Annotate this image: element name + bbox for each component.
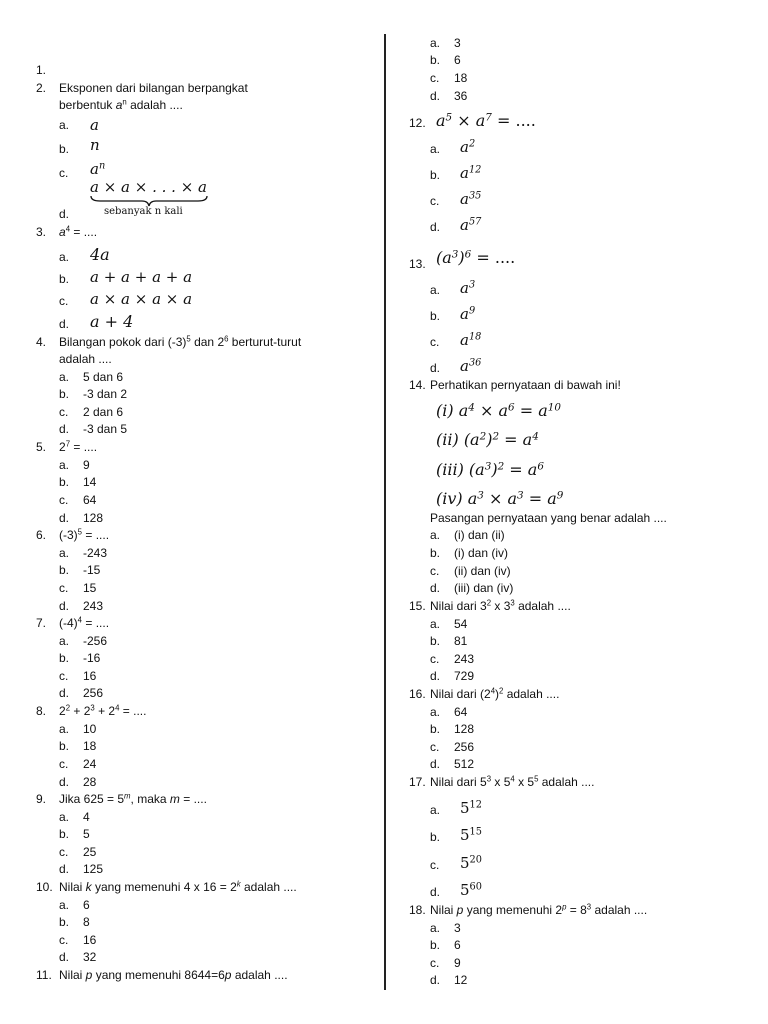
question-14-text: Perhatikan pernyataan di bawah ini! <box>430 378 621 392</box>
q8-option-b-value: 18 <box>83 739 97 753</box>
q14-option-d-label: d. <box>430 581 441 595</box>
q5-option-a-label: a. <box>59 458 70 472</box>
question-14-tail: Pasangan pernyataan yang benar adalah .... <box>430 511 667 525</box>
q17-option-d-label: d. <box>430 885 441 899</box>
q10-option-d-value: 32 <box>83 950 97 964</box>
q6-option-c-value: 15 <box>83 581 97 595</box>
question-11-text: Nilai p yang memenuhi 8644=6p adalah .... <box>59 968 288 982</box>
q18-option-d-value: 12 <box>454 973 468 987</box>
q6-option-b-label: b. <box>59 563 70 577</box>
q18-option-c-label: c. <box>430 956 440 970</box>
q17-option-a-value: $5^{12}$ <box>460 799 482 817</box>
question-7-number: 7. <box>36 616 47 630</box>
q4-option-d-label: d. <box>59 422 70 436</box>
q12-option-d-value: $a^{57}$ <box>460 216 482 234</box>
question-8-number: 8. <box>36 704 47 718</box>
q9-option-c-label: c. <box>59 845 69 859</box>
q15-option-a-label: a. <box>430 617 441 631</box>
q7-option-b-value: -16 <box>83 651 101 665</box>
q3-option-b-value: a + a + a + a <box>90 268 193 286</box>
q7-option-a-label: a. <box>59 634 70 648</box>
q2-option-d-label: d. <box>59 207 70 221</box>
question-18-text: Nilai p yang memenuhi $2^p = 8^3$ adalah .... <box>430 902 648 917</box>
question-2-number: 2. <box>36 81 47 95</box>
q4-option-b-label: b. <box>59 387 70 401</box>
q4-option-a-label: a. <box>59 370 70 384</box>
q2-option-b-value: n <box>90 136 100 154</box>
question-11-number: 11. <box>36 968 52 982</box>
q10-option-a-label: a. <box>59 898 70 912</box>
q15-option-a-value: 54 <box>454 617 468 631</box>
q8-option-b-label: b. <box>59 739 70 753</box>
question-10-text: Nilai k yang memenuhi 4 x $16 = 2^k$ adalah .... <box>59 879 297 894</box>
q18-option-d-label: d. <box>430 973 441 987</box>
q7-option-d-value: 256 <box>83 686 104 700</box>
q3-option-d-value: a + 4 <box>90 312 134 331</box>
question-16-text: Nilai dari $(2^4)^2$ adalah .... <box>430 686 560 701</box>
q5-option-d-label: d. <box>59 511 70 525</box>
column-divider <box>384 34 386 990</box>
q17-option-b-label: b. <box>430 830 441 844</box>
q12-option-a-label: a. <box>430 142 441 156</box>
q15-option-c-value: 243 <box>454 652 475 666</box>
question-2-text-line1: Eksponen dari bilangan berpangkat <box>59 81 248 95</box>
q18-option-a-value: 3 <box>454 921 461 935</box>
q12-option-b-value: $a^{12}$ <box>460 164 482 182</box>
q7-option-c-label: c. <box>59 669 69 683</box>
question-15-text: Nilai dari $3^2$ x $3^3$ adalah .... <box>430 598 571 613</box>
q18-option-b-value: 6 <box>454 938 461 952</box>
q11-option-c-label: c. <box>430 71 440 85</box>
q6-option-a-value: -243 <box>83 546 108 560</box>
q16-option-c-label: c. <box>430 740 440 754</box>
q5-option-b-value: 14 <box>83 475 97 489</box>
q10-option-d-label: d. <box>59 950 70 964</box>
question-4-number: 4. <box>36 335 47 349</box>
q6-option-d-label: d. <box>59 599 70 613</box>
question-14-number: 14. <box>409 378 426 392</box>
q11-option-d-value: 36 <box>454 89 468 103</box>
q17-option-c-label: c. <box>430 858 440 872</box>
q13-option-a-label: a. <box>430 283 441 297</box>
q3-option-c-label: c. <box>59 294 69 308</box>
q6-option-d-value: 243 <box>83 599 104 613</box>
q18-option-a-label: a. <box>430 921 441 935</box>
q9-option-b-label: b. <box>59 827 70 841</box>
q2-option-d-underbrace-label: sebanyak n kali <box>104 206 183 217</box>
q13-option-d-value: $a^{36}$ <box>460 357 482 375</box>
q8-option-c-value: 24 <box>83 757 97 771</box>
question-5-text: $2^7$ = .... <box>59 439 98 454</box>
q10-option-b-label: b. <box>59 915 70 929</box>
q8-option-d-value: 28 <box>83 775 97 789</box>
q4-option-c-value: 2 dan 6 <box>83 405 124 419</box>
question-5-number: 5. <box>36 440 47 454</box>
q10-option-c-label: c. <box>59 933 69 947</box>
q9-option-a-label: a. <box>59 810 70 824</box>
q14-statement-iv: (iv) $a^3 \times a^3 = a^9$ <box>436 489 564 508</box>
q5-option-c-label: c. <box>59 493 69 507</box>
q14-option-c-label: c. <box>430 564 440 578</box>
q3-option-a-value: 4a <box>90 245 110 264</box>
q4-option-a-value: 5 dan 6 <box>83 370 124 384</box>
q3-option-d-label: d. <box>59 317 70 331</box>
q16-option-b-value: 128 <box>454 722 475 736</box>
q11-option-b-value: 6 <box>454 53 461 67</box>
q13-option-c-value: $a^{18}$ <box>460 331 482 349</box>
q16-option-a-label: a. <box>430 705 441 719</box>
question-8-text: $2^2 + 2^3 + 2^4$ = .... <box>59 703 147 718</box>
q15-option-c-label: c. <box>430 652 440 666</box>
q14-statement-ii: (ii) $(a^2)^2 = a^4$ <box>436 430 539 449</box>
q3-option-c-value: a × a × a × a <box>90 290 193 308</box>
question-10-number: 10. <box>36 880 53 894</box>
q8-option-c-label: c. <box>59 757 69 771</box>
q16-option-c-value: 256 <box>454 740 475 754</box>
q9-option-b-value: 5 <box>83 827 90 841</box>
q12-option-c-label: c. <box>430 194 440 208</box>
q11-option-a-value: 3 <box>454 36 461 50</box>
question-17-number: 17. <box>409 775 426 789</box>
q4-option-b-value: -3 dan 2 <box>83 387 128 401</box>
question-12-number: 12. <box>409 116 426 130</box>
q6-option-b-value: -15 <box>83 563 101 577</box>
q17-option-d-value: $5^{60}$ <box>460 881 482 899</box>
question-13-expression: $(a^3)^6$ = .... <box>436 248 516 267</box>
q11-option-a-label: a. <box>430 36 441 50</box>
q10-option-b-value: 8 <box>83 915 90 929</box>
q3-option-a-label: a. <box>59 250 70 264</box>
q16-option-a-value: 64 <box>454 705 468 719</box>
q16-option-d-label: d. <box>430 757 441 771</box>
q14-option-b-value: (i) dan (iv) <box>454 546 509 560</box>
q12-option-c-value: $a^{35}$ <box>460 190 482 208</box>
q17-option-a-label: a. <box>430 803 441 817</box>
question-12-expression: $a^5 \times a^7$ = .... <box>436 111 536 130</box>
q16-option-d-value: 512 <box>454 757 475 771</box>
q7-option-c-value: 16 <box>83 669 97 683</box>
question-17-text: Nilai dari $5^3$ x $5^4$ x $5^5$ adalah .... <box>430 774 595 789</box>
q9-option-a-value: 4 <box>83 810 90 824</box>
q4-option-d-value: -3 dan 5 <box>83 422 128 436</box>
question-6-text: $(-3)^5$ = .... <box>59 527 110 542</box>
question-9-text: Jika $625 = 5^m$, maka m = .... <box>59 791 207 806</box>
q13-option-d-label: d. <box>430 361 441 375</box>
q13-option-a-value: $a^3$ <box>460 279 476 297</box>
q15-option-b-label: b. <box>430 634 441 648</box>
q14-statement-iii: (iii) $(a^3)^2 = a^6$ <box>436 460 544 479</box>
q17-option-c-value: $5^{20}$ <box>460 854 482 872</box>
question-6-number: 6. <box>36 528 47 542</box>
q15-option-d-value: 729 <box>454 669 475 683</box>
question-1-number: 1. <box>36 63 47 77</box>
q7-option-b-label: b. <box>59 651 70 665</box>
question-13-number: 13. <box>409 257 426 271</box>
q14-option-c-value: (ii) dan (iv) <box>454 564 511 578</box>
q18-option-c-value: 9 <box>454 956 461 970</box>
q2-option-d-expression: a × a × . . . × a <box>90 178 207 196</box>
question-16-number: 16. <box>409 687 426 701</box>
q11-option-c-value: 18 <box>454 71 468 85</box>
q11-option-d-label: d. <box>430 89 441 103</box>
q8-option-a-value: 10 <box>83 722 97 736</box>
q7-option-a-value: -256 <box>83 634 108 648</box>
q10-option-a-value: 6 <box>83 898 90 912</box>
q8-option-d-label: d. <box>59 775 70 789</box>
q8-option-a-label: a. <box>59 722 70 736</box>
q12-option-a-value: $a^2$ <box>460 138 476 156</box>
question-9-number: 9. <box>36 792 47 806</box>
q2-option-a-value: a <box>90 116 99 134</box>
q12-option-d-label: d. <box>430 220 441 234</box>
q5-option-a-value: 9 <box>83 458 90 472</box>
q13-option-b-label: b. <box>430 309 441 323</box>
q6-option-c-label: c. <box>59 581 69 595</box>
q14-statement-i: (i) $a^4 \times a^6 = a^{10}$ <box>436 401 561 420</box>
q17-option-b-value: $5^{15}$ <box>460 826 482 844</box>
q9-option-d-value: 125 <box>83 862 104 876</box>
q5-option-b-label: b. <box>59 475 70 489</box>
q10-option-c-value: 16 <box>83 933 97 947</box>
q16-option-b-label: b. <box>430 722 441 736</box>
q2-option-c-label: c. <box>59 166 69 180</box>
question-3-text: $a^4$ = .... <box>59 224 98 239</box>
question-4-text-line1: Bilangan pokok dari $(-3)^5$ dan $2^6$ berturut-turut <box>59 334 302 349</box>
question-4-text-line2: adalah .... <box>59 352 112 366</box>
question-3-number: 3. <box>36 225 47 239</box>
q14-option-a-label: a. <box>430 528 441 542</box>
q6-option-a-label: a. <box>59 546 70 560</box>
q11-option-b-label: b. <box>430 53 441 67</box>
q2-option-c-value: $a^n$ <box>90 160 106 178</box>
q14-option-d-value: (iii) dan (iv) <box>454 581 514 595</box>
q5-option-c-value: 64 <box>83 493 97 507</box>
q5-option-d-value: 128 <box>83 511 104 525</box>
q9-option-d-label: d. <box>59 862 70 876</box>
q13-option-b-value: $a^9$ <box>460 305 476 323</box>
question-18-number: 18. <box>409 903 426 917</box>
q15-option-d-label: d. <box>430 669 441 683</box>
question-7-text: $(-4)^4$ = .... <box>59 615 110 630</box>
q12-option-b-label: b. <box>430 168 441 182</box>
q4-option-c-label: c. <box>59 405 69 419</box>
q2-option-b-label: b. <box>59 142 70 156</box>
q15-option-b-value: 81 <box>454 634 468 648</box>
question-2-text-line2: berbentuk $a^n$ adalah .... <box>59 97 183 112</box>
q7-option-d-label: d. <box>59 686 70 700</box>
q13-option-c-label: c. <box>430 335 440 349</box>
q3-option-b-label: b. <box>59 272 70 286</box>
question-15-number: 15. <box>409 599 426 613</box>
q14-option-b-label: b. <box>430 546 441 560</box>
q2-option-a-label: a. <box>59 118 70 132</box>
q9-option-c-value: 25 <box>83 845 97 859</box>
q18-option-b-label: b. <box>430 938 441 952</box>
q14-option-a-value: (i) dan (ii) <box>454 528 505 542</box>
